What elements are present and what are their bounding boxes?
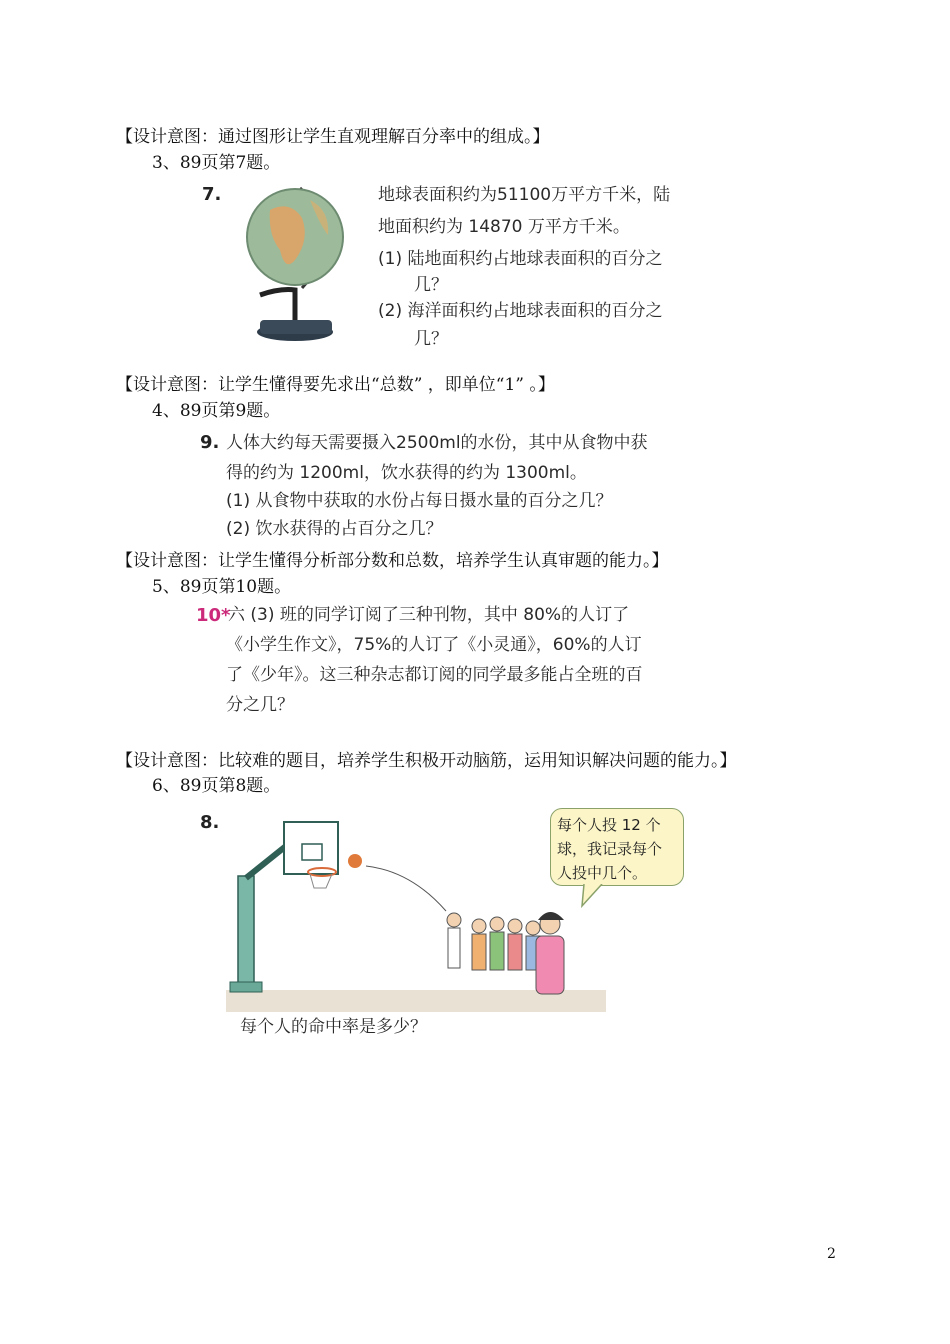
problem-9-number: 9. (200, 432, 220, 453)
problem-7-line-4: 几？ (414, 275, 448, 295)
problem-7-line-3: (1) 陆地面积约占地球表面积的百分之 (378, 249, 663, 269)
design-intent-1: 【设计意图：通过图形让学生直观理解百分率中的组成。】 (116, 127, 550, 147)
problem-7-line-1: 地球表面积约为51100万平方千米，陆 (378, 185, 671, 205)
problem-8-caption: 每个人的命中率是多少？ (240, 1017, 427, 1037)
problem-7-line-6: 几？ (414, 329, 448, 349)
page-number: 2 (827, 1246, 836, 1262)
exercise-item-4: 4、89页第9题。 (152, 401, 281, 421)
problem-10-line-1: 六 (3) 班的同学订阅了三种刊物，其中 80%的人订了 (228, 605, 630, 625)
problem-9-line-1: 人体大约每天需要摄入2500ml的水份，其中从食物中获 (226, 433, 648, 453)
exercise-item-3: 3、89页第7题。 (152, 153, 281, 173)
globe-illustration (240, 180, 360, 350)
exercise-item-5: 5、89页第10题。 (152, 577, 292, 597)
design-intent-2: 【设计意图：让学生懂得要先求出“总数” ，即单位“1” 。】 (116, 375, 555, 395)
problem-9-line-2: 得的约为 1200ml，饮水获得的约为 1300ml。 (226, 463, 587, 483)
problem-7-line-2: 地面积约为 14870 万平方千米。 (378, 217, 630, 237)
problem-10-number: 10* (196, 605, 231, 626)
problem-10-line-4: 分之几？ (226, 695, 294, 715)
problem-10-line-3: 了《少年》。这三种杂志都订阅的同学最多能占全班的百 (226, 665, 643, 685)
bubble-line-1: 每个人投 12 个 (557, 816, 661, 834)
design-intent-3: 【设计意图：让学生懂得分析部分数和总数，培养学生认真审题的能力。】 (116, 551, 669, 571)
problem-8-number: 8. (200, 812, 220, 833)
problem-7-number: 7. (202, 184, 222, 205)
bubble-line-3: 人投中几个。 (557, 864, 648, 882)
problem-9-line-3: (1) 从食物中获取的水份占每日摄水量的百分之几？ (226, 491, 613, 511)
speech-bubble (550, 808, 684, 886)
bubble-tail (580, 884, 610, 910)
problem-10-line-2: 《小学生作文》，75%的人订了《小灵通》，60%的人订 (226, 635, 642, 655)
bubble-line-2: 球，我记录每个 (557, 840, 663, 858)
exercise-item-6: 6、89页第8题。 (152, 776, 281, 796)
design-intent-4: 【设计意图：比较难的题目，培养学生积极开动脑筋，运用知识解决问题的能力。】 (116, 751, 737, 771)
children-group (447, 912, 564, 994)
problem-9-line-4: (2) 饮水获得的占百分之几？ (226, 519, 443, 539)
problem-7-line-5: (2) 海洋面积约占地球表面积的百分之 (378, 301, 663, 321)
